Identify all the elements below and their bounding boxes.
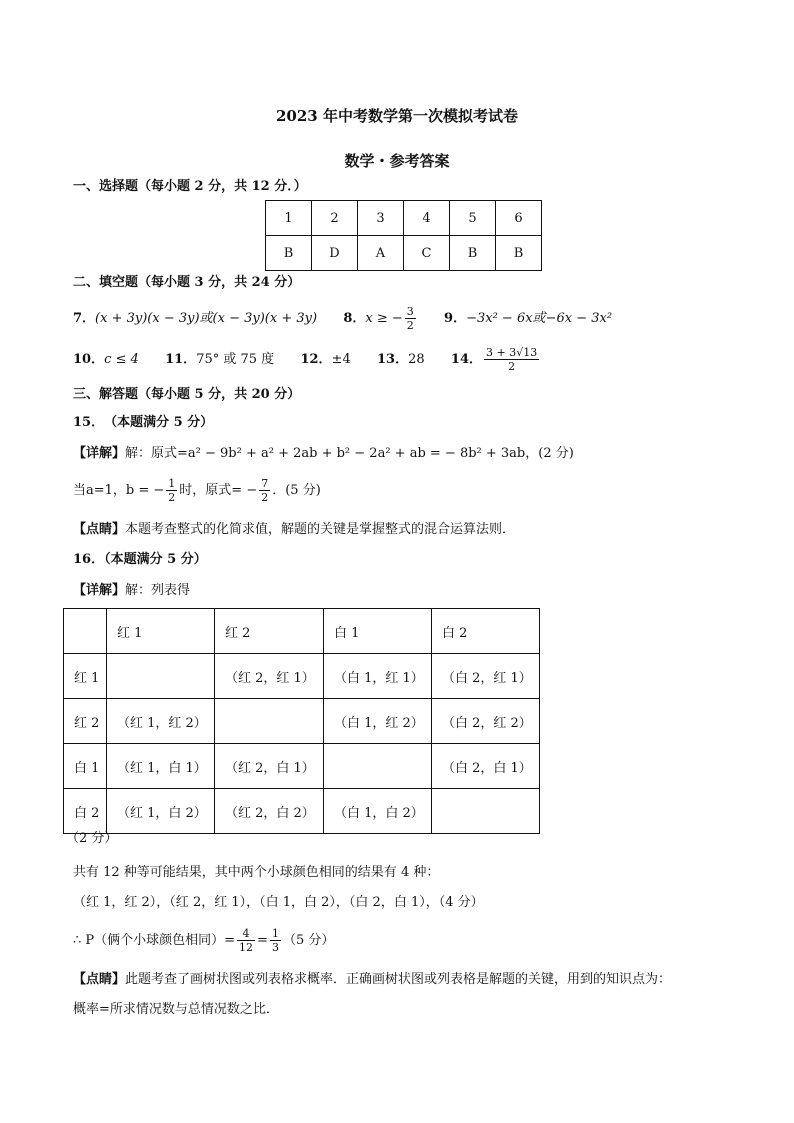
page-subtitle: 数学・参考答案 bbox=[344, 152, 450, 170]
outcome-cell bbox=[107, 654, 215, 699]
section2-heading: 二、填空题（每小题 3 分，共 24 分） bbox=[73, 275, 301, 290]
q15-frac-2-num: 7 bbox=[261, 477, 269, 490]
q16-prob-frac-2 bbox=[270, 927, 281, 954]
answer-choice: C bbox=[404, 236, 450, 271]
answer-number: 6 bbox=[496, 201, 542, 236]
q16-prob-mid: = bbox=[257, 933, 268, 948]
answer-choice: A bbox=[358, 236, 404, 271]
outcome-header-row bbox=[64, 609, 540, 654]
outcome-cell: （红 1，白 1） bbox=[107, 744, 215, 789]
q15-comment-text: 本题考查整式的化简求值，解题的关键是掌握整式的混合运算法则． bbox=[125, 522, 516, 537]
q16-detail-tag: 【详解】 bbox=[73, 583, 126, 598]
fill-row-1 bbox=[73, 304, 612, 334]
q7-answer: (x + 3y)(x − 3y)或(x − 3y)(x + 3y) bbox=[95, 311, 318, 326]
outcome-header-cell: 白 2 bbox=[432, 609, 540, 654]
fill-row-2 bbox=[73, 345, 541, 375]
outcome-header-cell: 红 2 bbox=[215, 609, 324, 654]
q7-label: 7． bbox=[73, 311, 96, 326]
outcome-cell: （白 1，白 2） bbox=[324, 789, 432, 834]
q16-heading: 16．（本题满分 5 分） bbox=[73, 552, 207, 567]
q15-substitution bbox=[73, 476, 321, 506]
q16-comment bbox=[73, 971, 671, 989]
q14-fraction bbox=[484, 346, 539, 373]
q16-prob-frac-1-den: 12 bbox=[239, 941, 254, 954]
q10-label: 10． bbox=[73, 352, 105, 367]
outcome-cell: （红 2，白 1） bbox=[215, 744, 324, 789]
outcome-cell bbox=[432, 789, 540, 834]
q15-comment-tag: 【点睛】 bbox=[73, 522, 126, 537]
q16-prob-frac-2-num: 1 bbox=[271, 927, 279, 940]
answer-number-row bbox=[266, 201, 542, 236]
q9-answer: −3x² − 6x或−6x − 3x² bbox=[466, 311, 613, 326]
q15-heading: 15． （本题满分 5 分） bbox=[73, 415, 214, 430]
answer-number: 4 bbox=[404, 201, 450, 236]
q14-label: 14． bbox=[450, 352, 483, 367]
outcome-cell: （白 1，红 1） bbox=[324, 654, 432, 699]
section3-heading: 三、解答题（每小题 5 分，共 20 分） bbox=[73, 387, 301, 402]
answer-choice: D bbox=[312, 236, 358, 271]
outcome-cell: （白 2，红 2） bbox=[432, 699, 540, 744]
answer-number: 2 bbox=[312, 201, 358, 236]
q8-fraction bbox=[405, 305, 416, 332]
q16-comment-2: 概率=所求情况数与总情况数之比． bbox=[73, 1002, 279, 1017]
outcome-header-cell: 白 1 bbox=[324, 609, 432, 654]
q12-label: 12． bbox=[300, 352, 332, 367]
q8-prefix: x ≥ − bbox=[365, 311, 403, 326]
outcome-header-cell: 红 1 bbox=[107, 609, 215, 654]
q15-frac-1-num: 1 bbox=[168, 477, 176, 490]
answer-number: 5 bbox=[450, 201, 496, 236]
q8-denominator: 2 bbox=[406, 319, 414, 332]
q16-detail bbox=[73, 582, 190, 600]
q16-comment-tag: 【点睛】 bbox=[73, 972, 126, 987]
q10-answer: c ≤ 4 bbox=[104, 352, 139, 367]
outcome-row-label: 白 1 bbox=[64, 744, 107, 789]
q11-answer: 75° 或 75 度 bbox=[196, 352, 275, 367]
outcome-cell: （红 2，白 2） bbox=[215, 789, 324, 834]
q15-sub-pre: 当a=1，b = − bbox=[73, 483, 165, 498]
outcome-row bbox=[64, 789, 540, 834]
q16-prob-post: （5 分） bbox=[282, 933, 335, 948]
q15-detail-tag: 【详解】 bbox=[73, 446, 126, 461]
answer-number: 1 bbox=[266, 201, 312, 236]
q15-detail-text: 解：原式=a² − 9b² + a² + 2ab + b² − 2a² + ab = − 8b² + 3ab，(2 分) bbox=[125, 446, 574, 461]
outcome-cell: （白 1，红 2） bbox=[324, 699, 432, 744]
q13-answer: 28 bbox=[408, 352, 425, 367]
outcome-header-cell bbox=[64, 609, 107, 654]
q12-answer: ±4 bbox=[331, 352, 351, 367]
outcome-cell: （红 1，红 2） bbox=[107, 699, 215, 744]
q15-frac-2-den: 2 bbox=[261, 491, 269, 504]
q8-label: 8． bbox=[343, 311, 366, 326]
outcome-cell: （红 2，红 1） bbox=[215, 654, 324, 699]
q14-numerator: 3 + 3√13 bbox=[486, 346, 538, 359]
q15-sub-mid: 时，原式= − bbox=[179, 483, 258, 498]
q16-probability bbox=[73, 925, 334, 957]
outcome-row bbox=[64, 699, 540, 744]
page-title: 2023 年中考数学第一次模拟考试卷 bbox=[276, 107, 518, 125]
q16-prob-frac-1-num: 4 bbox=[237, 927, 255, 941]
outcome-row-label: 红 1 bbox=[64, 654, 107, 699]
q16-prob-pre: ∴ P（俩个小球颜色相同）= bbox=[73, 933, 236, 948]
answer-choice: B bbox=[450, 236, 496, 271]
q9-label: 9． bbox=[444, 311, 467, 326]
outcome-row-label: 红 2 bbox=[64, 699, 107, 744]
outcome-row-label: 白 2 bbox=[64, 789, 107, 834]
q16-result-list: （红 1，红 2），（红 2，红 1），（白 1，白 2），（白 2，白 1），（4 分） bbox=[73, 895, 484, 910]
q16-score-note: （2 分） bbox=[66, 831, 118, 846]
q13-label: 13． bbox=[377, 352, 409, 367]
q11-label: 11． bbox=[165, 352, 197, 367]
outcome-cell: （白 2，红 1） bbox=[432, 654, 540, 699]
q15-frac-1-den: 2 bbox=[168, 491, 176, 504]
answer-choice: B bbox=[496, 236, 542, 271]
outcome-cell bbox=[324, 744, 432, 789]
outcome-cell: （红 1，白 2） bbox=[107, 789, 215, 834]
answer-choice: B bbox=[266, 236, 312, 271]
q14-denominator: 2 bbox=[508, 360, 516, 373]
answer-choice-row bbox=[266, 236, 542, 271]
q16-prob-frac-1 bbox=[237, 927, 255, 954]
outcome-cell bbox=[215, 699, 324, 744]
q16-comment-text: 此题考查了画树状图或列表格求概率．正确画树状图或列表格是解题的关键，用到的知识点为： bbox=[125, 972, 672, 987]
q16-prob-frac-2-den: 3 bbox=[271, 941, 279, 954]
outcome-table bbox=[63, 608, 540, 834]
outcome-row bbox=[64, 654, 540, 699]
q15-frac-2 bbox=[259, 477, 270, 504]
outcome-row bbox=[64, 744, 540, 789]
q16-result-line: 共有 12 种等可能结果，其中两个小球颜色相同的结果有 4 种： bbox=[73, 865, 440, 880]
answer-number: 3 bbox=[358, 201, 404, 236]
q15-sub-post: ．(5 分) bbox=[272, 483, 321, 498]
section1-heading: 一、选择题（每小题 2 分，共 12 分．） bbox=[73, 179, 307, 194]
q15-comment bbox=[73, 521, 515, 539]
answer-table bbox=[265, 200, 542, 271]
outcome-cell: （白 2，白 1） bbox=[432, 744, 540, 789]
q15-frac-1 bbox=[166, 477, 177, 504]
q16-detail-text: 解：列表得 bbox=[125, 583, 191, 598]
q8-numerator: 3 bbox=[406, 305, 414, 318]
q15-detail bbox=[73, 445, 574, 463]
